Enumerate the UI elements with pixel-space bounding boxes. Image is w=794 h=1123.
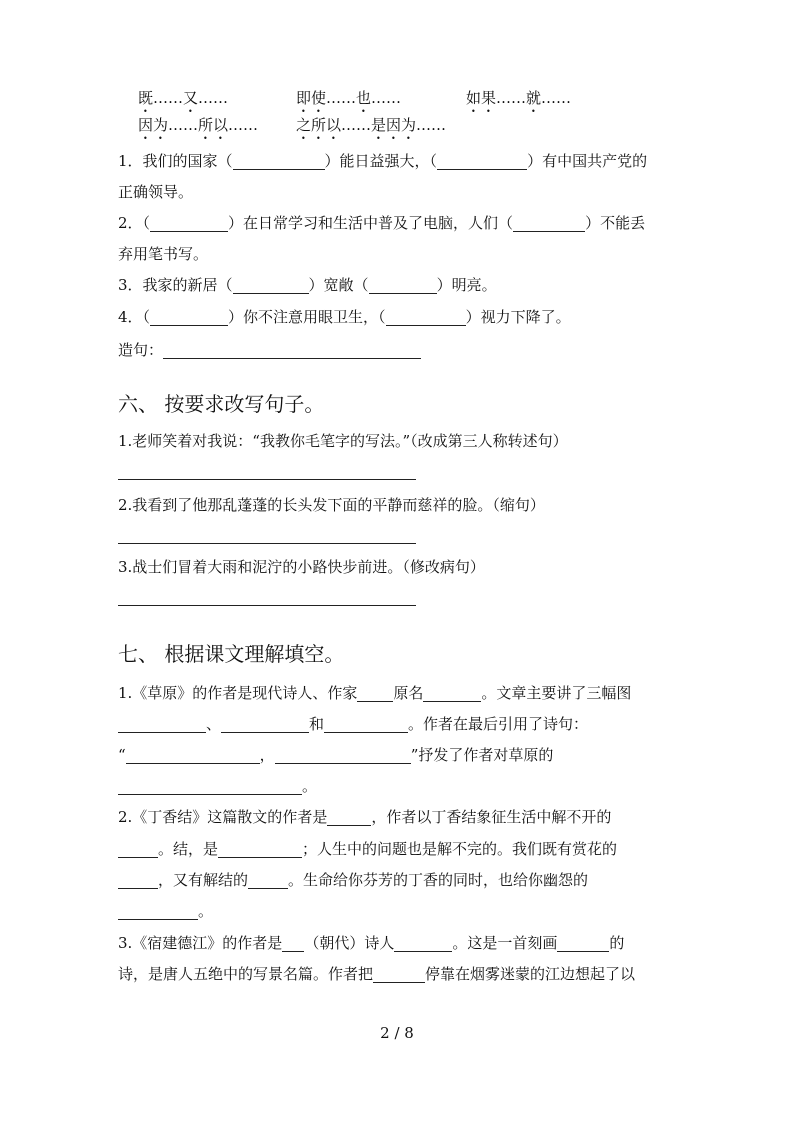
section-7-q1-line-2: 、 和 。作者在最后引用了诗句： <box>118 713 588 735</box>
answer-line-2[interactable] <box>118 543 416 544</box>
section-7-q3-line-2: 诗，是唐人五绝中的写景名篇。作者把 停靠在烟雾迷蒙的江边想起了以 <box>118 965 636 983</box>
blank[interactable] <box>233 153 325 170</box>
section-6-q1: 1.老师笑着对我说：“我教你毛笔字的写法。”（改成第三人称转述句） <box>118 432 568 450</box>
blank[interactable] <box>150 309 228 326</box>
blank[interactable] <box>423 685 481 702</box>
sentence-line: 造句： <box>118 339 421 361</box>
sentence-answer-blank[interactable] <box>163 342 421 359</box>
blank[interactable] <box>513 215 585 232</box>
word-bank-row-2 <box>138 114 447 143</box>
blank[interactable] <box>118 872 158 889</box>
section-7-q2-line-3: ，又有解结的 。生命给你芬芳的丁香的同时，也给你幽怨的 <box>118 869 588 891</box>
blank[interactable] <box>394 935 452 952</box>
q5-item-2-line-1: 2．（ ）在日常学习和生活中普及了电脑，人们（ ）不能丢 <box>118 214 646 232</box>
section-7-q2-line-2: 。结，是 ；人生中的问题也是解不完的。我们既有赏花的 <box>118 838 617 860</box>
blank[interactable] <box>369 277 437 294</box>
word-bank-row-1 <box>138 87 572 116</box>
blank[interactable] <box>118 903 198 920</box>
word-pair-5: 之所以……是因为…… <box>296 116 447 134</box>
blank[interactable] <box>437 153 527 170</box>
blank[interactable] <box>386 309 466 326</box>
section-6-q3: 3.战士们冒着大雨和泥泞的小路快步前进。（修改病句） <box>118 558 485 576</box>
section-7-q1-line-1: 1.《草原》的作者是现代诗人、作家 原名 。文章主要讲了三幅图 <box>118 684 632 702</box>
q5-item-1-line-2: 正确领导。 <box>118 183 194 201</box>
blank[interactable] <box>282 935 304 952</box>
blank[interactable] <box>233 277 309 294</box>
section-6-q2: 2.我看到了他那乱蓬蓬的长头发下面的平静而慈祥的脸。（缩句） <box>118 496 545 514</box>
blank[interactable] <box>324 716 408 733</box>
blank[interactable] <box>118 841 158 858</box>
section-7-title: 七、 根据课文理解填空。 <box>118 642 345 666</box>
section-7-q1-line-3: “ ， ”抒发了作者对草原的 <box>118 746 554 764</box>
q5-item-2-line-2: 弃用笔书写。 <box>118 245 209 263</box>
section-6-title: 六、 按要求改写句子。 <box>118 392 325 416</box>
word-pair-3: 如果……就…… <box>466 89 572 107</box>
blank[interactable] <box>221 716 309 733</box>
section-7-q3-line-1: 3.《宿建德江》的作者是 （朝代）诗人 。这是一首刻画 的 <box>118 934 625 952</box>
word-pair-2: 即使……也…… <box>296 89 402 107</box>
section-7-q2-line-4: 。 <box>118 900 213 922</box>
blank[interactable] <box>248 872 288 889</box>
blank[interactable] <box>373 966 425 983</box>
blank[interactable] <box>126 747 260 764</box>
page-number: 2 / 8 <box>380 1024 414 1042</box>
blank[interactable] <box>327 809 371 826</box>
blank[interactable] <box>275 747 411 764</box>
q5-item-4: 4．（ ）你不注意用眼卫生，（ ）视力下降了。 <box>118 308 571 326</box>
blank[interactable] <box>118 778 302 795</box>
section-7-q1-line-4: 。 <box>118 775 317 797</box>
q5-item-1-line-1: 1．我们的国家（ ）能日益强大，（ ）有中国共产党的 <box>118 152 648 170</box>
blank[interactable] <box>557 935 609 952</box>
q5-item-3: 3．我家的新居（ ）宽敞（ ）明亮。 <box>118 276 497 294</box>
word-pair-1: 既……又…… <box>138 89 229 107</box>
section-7-q2-line-1: 2.《丁香结》这篇散文的作者是 ，作者以丁香结象征生活中解不开的 <box>118 808 612 826</box>
answer-line-1[interactable] <box>118 479 416 480</box>
blank[interactable] <box>218 841 302 858</box>
blank[interactable] <box>150 215 228 232</box>
answer-line-3[interactable] <box>118 605 416 606</box>
blank[interactable] <box>357 685 393 702</box>
blank[interactable] <box>118 716 206 733</box>
word-pair-4: 因为……所以…… <box>138 116 259 134</box>
